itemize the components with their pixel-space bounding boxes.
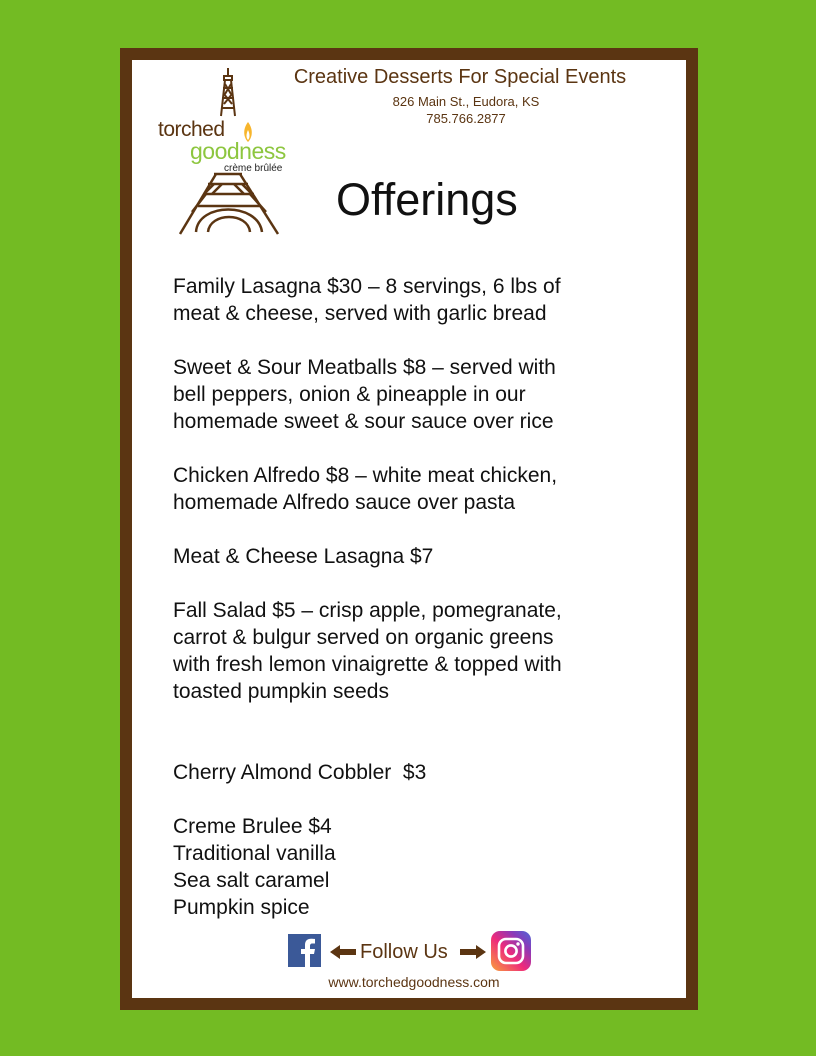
- menu-item-fall-salad: [173, 597, 673, 705]
- logo-word-creme-brulee: crème brûlée: [224, 163, 283, 174]
- address: 826 Main St., Eudora, KS: [392, 94, 540, 109]
- page-title: Offerings: [336, 174, 518, 225]
- menu-line: with fresh lemon vinaigrette & topped with: [173, 653, 562, 676]
- menu-line: Sweet & Sour Meatballs $8 – served with: [173, 356, 556, 379]
- menu-item-meat-cheese-lasagna: [173, 543, 673, 570]
- menu-line: Family Lasagna $30 – 8 servings, 6 lbs of: [173, 275, 561, 298]
- menu-item-creme-brulee: [173, 813, 673, 921]
- menu-line: Sea salt caramel: [173, 869, 330, 892]
- menu-line: Chicken Alfredo $8 – white meat chicken,: [173, 464, 558, 487]
- instagram-icon[interactable]: [491, 931, 531, 971]
- menu-line: Fall Salad $5 – crisp apple, pomegranate,: [173, 599, 562, 622]
- menu-line: toasted pumpkin seeds: [173, 680, 389, 703]
- menu-item-sweet-sour-meatballs: [173, 354, 673, 435]
- arrow-left-icon: [330, 945, 356, 959]
- social-links: [288, 931, 532, 971]
- menu-line: bell peppers, onion & pineapple in our: [173, 383, 526, 406]
- website-link[interactable]: www.torchedgoodness.com: [328, 974, 500, 990]
- menu-line: homemade Alfredo sauce over pasta: [173, 491, 516, 514]
- menu-line: Meat & Cheese Lasagna $7: [173, 545, 434, 568]
- menu-line: homemade sweet & sour sauce over rice: [173, 410, 554, 433]
- flyer-page: [132, 60, 686, 998]
- menu-list: [173, 273, 673, 921]
- menu-line: carrot & bulgur served on organic greens: [173, 626, 554, 649]
- menu-line: Pumpkin spice: [173, 896, 310, 919]
- facebook-icon[interactable]: [288, 934, 321, 967]
- menu-line: meat & cheese, served with garlic bread: [173, 302, 547, 325]
- menu-line: Creme Brulee $4: [173, 815, 332, 838]
- instagram-glyph-icon: [491, 931, 531, 971]
- menu-line: Cherry Almond Cobbler $3: [173, 761, 427, 784]
- menu-item-cherry-almond-cobbler: [173, 759, 673, 786]
- menu-line: Traditional vanilla: [173, 842, 336, 865]
- menu-item-family-lasagna: [173, 273, 673, 327]
- logo-word-goodness: goodness: [190, 138, 286, 164]
- logo-word-torched: torched: [158, 118, 225, 141]
- arrow-right-icon: [460, 945, 486, 959]
- menu-item-chicken-alfredo: [173, 462, 673, 516]
- phone-number: 785.766.2877: [426, 111, 506, 126]
- tagline: Creative Desserts For Special Events: [293, 66, 627, 88]
- follow-us-label: Follow Us: [360, 941, 448, 963]
- brand-logo: [158, 66, 298, 236]
